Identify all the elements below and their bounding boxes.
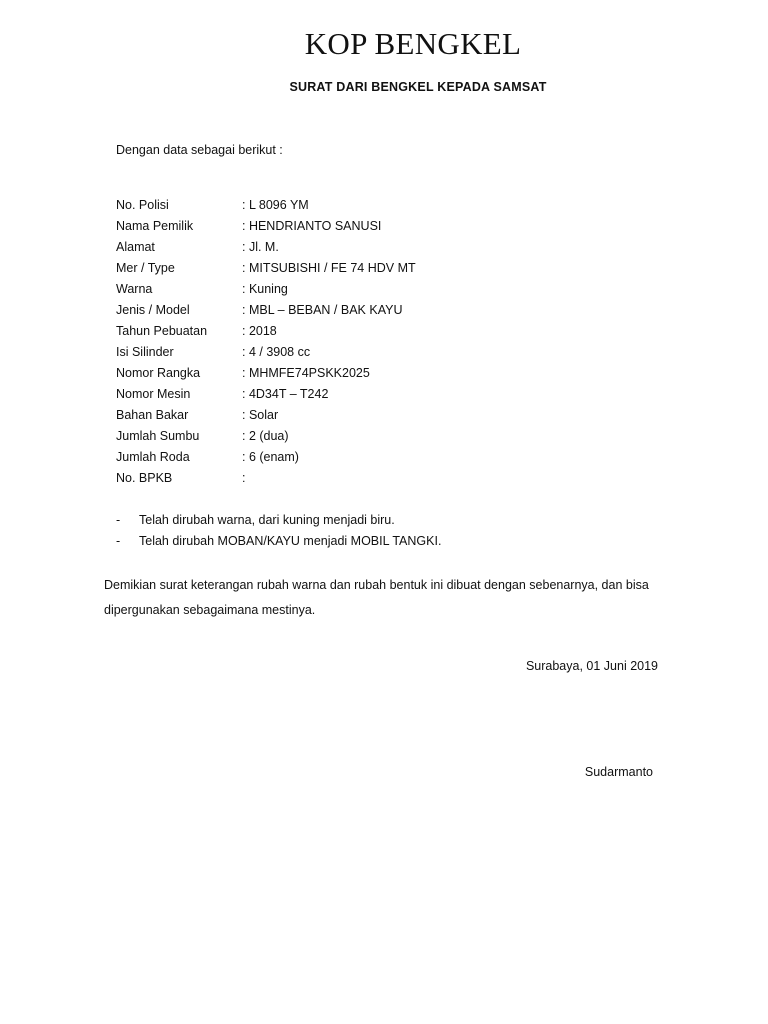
change-notes-list <box>116 512 676 554</box>
vehicle-data-list <box>116 197 676 491</box>
letterhead-title: KOP BENGKEL <box>304 26 522 61</box>
field-value: : MITSUBISHI / FE 74 HDV MT <box>242 261 416 275</box>
note-text: Telah dirubah MOBAN/KAYU menjadi MOBIL TANGKI. <box>139 534 442 548</box>
field-value: : 2 (dua) <box>242 429 289 443</box>
field-row-jumlah-roda <box>116 449 676 470</box>
note-item <box>116 512 676 533</box>
field-label: Alamat <box>116 240 155 254</box>
field-row-mer-type <box>116 260 676 281</box>
field-value: : MHMFE74PSKK2025 <box>242 366 370 380</box>
field-row-no-polisi <box>116 197 676 218</box>
field-value: : 4 / 3908 cc <box>242 345 311 359</box>
field-label: No. BPKB <box>116 471 173 485</box>
field-row-jenis-model <box>116 302 676 323</box>
field-value: : MBL – BEBAN / BAK KAYU <box>242 303 403 317</box>
field-value: : L 8096 YM <box>242 198 309 212</box>
field-row-no-bpkb <box>116 470 676 491</box>
letter-subject: SURAT DARI BENGKEL KEPADA SAMSAT <box>289 80 547 94</box>
field-row-nama-pemilik <box>116 218 676 239</box>
field-label: Nama Pemilik <box>116 219 194 233</box>
field-label: Mer / Type <box>116 261 175 275</box>
note-text: Telah dirubah warna, dari kuning menjadi biru. <box>139 513 395 527</box>
note-bullet: - <box>116 534 121 548</box>
field-row-jumlah-sumbu <box>116 428 676 449</box>
field-row-nomor-rangka <box>116 365 676 386</box>
field-value: : Solar <box>242 408 279 422</box>
field-value: : 4D34T – T242 <box>242 387 329 401</box>
field-row-bahan-bakar <box>116 407 676 428</box>
field-value: : 6 (enam) <box>242 450 299 464</box>
field-value: : 2018 <box>242 324 277 338</box>
field-label: Tahun Pebuatan <box>116 324 208 338</box>
field-label: Isi Silinder <box>116 345 174 359</box>
field-label: Jenis / Model <box>116 303 190 317</box>
field-row-alamat <box>116 239 676 260</box>
field-row-tahun-pebuatan <box>116 323 676 344</box>
field-value: : HENDRIANTO SANUSI <box>242 219 382 233</box>
note-bullet: - <box>116 513 121 527</box>
field-label: No. Polisi <box>116 198 169 212</box>
intro-text: Dengan data sebagai berikut : <box>116 143 283 157</box>
field-label: Jumlah Sumbu <box>116 429 200 443</box>
field-row-isi-silinder <box>116 344 676 365</box>
field-value: : Kuning <box>242 282 288 296</box>
closing-paragraph: Demikian surat keterangan rubah warna dan rubah bentuk ini dibuat dengan sebenarnya, dan bisa dipergunakan sebagaimana mestinya. <box>104 578 649 617</box>
field-value: : Jl. M. <box>242 240 279 254</box>
field-value: : <box>242 471 246 485</box>
field-row-nomor-mesin <box>116 386 676 407</box>
signer-name: Sudarmanto <box>584 765 653 779</box>
field-label: Nomor Mesin <box>116 387 191 401</box>
note-item <box>116 533 676 554</box>
field-label: Jumlah Roda <box>116 450 190 464</box>
field-row-warna <box>116 281 676 302</box>
field-label: Warna <box>116 282 153 296</box>
place-date: Surabaya, 01 Juni 2019 <box>525 659 658 673</box>
field-label: Bahan Bakar <box>116 408 189 422</box>
field-label: Nomor Rangka <box>116 366 201 380</box>
